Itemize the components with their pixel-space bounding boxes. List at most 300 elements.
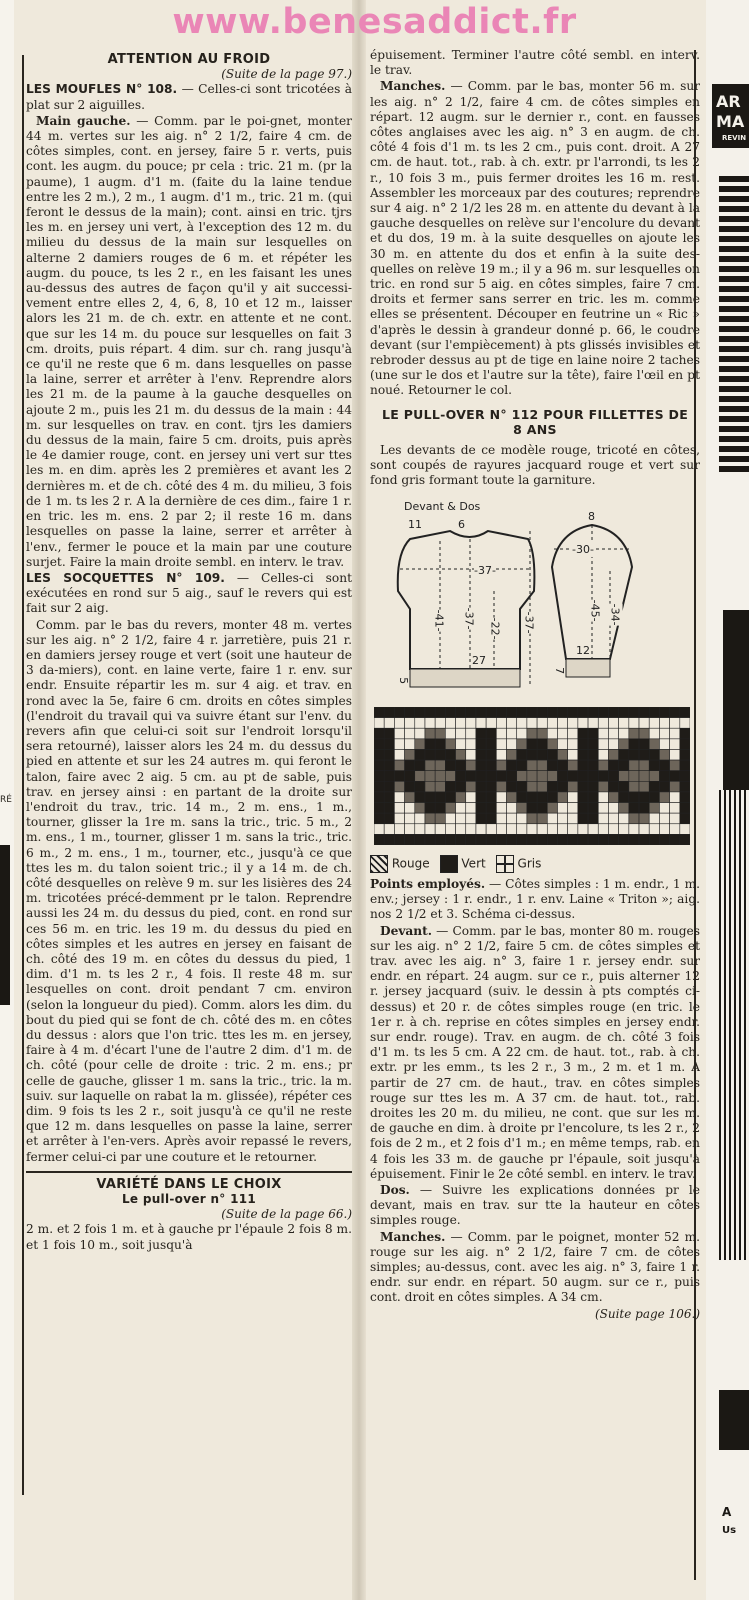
- legend-rouge-label: Rouge: [391, 856, 430, 871]
- chart-cell-gris: [598, 739, 608, 750]
- chart-cell-vert: [680, 834, 690, 845]
- chart-cell-vert: [588, 770, 598, 781]
- chart-cell-gris: [405, 802, 415, 813]
- chart-cell-rouge: [639, 813, 649, 824]
- chart-cell-gris: [537, 717, 547, 728]
- chart-cell-gris: [507, 728, 517, 739]
- chart-cell-vert: [619, 760, 629, 771]
- chart-cell-gris: [670, 717, 680, 728]
- chart-cell-gris: [568, 717, 578, 728]
- chart-cell-vert: [680, 760, 690, 771]
- chart-cell-rouge: [629, 781, 639, 792]
- diagram-n11: 11: [408, 517, 422, 531]
- left-margin-fragment: RÉ: [0, 795, 12, 805]
- chart-cell-gris: [394, 813, 404, 824]
- chart-cell-gris: [557, 739, 567, 750]
- chart-cell-vert: [394, 707, 404, 718]
- chart-cell-rouge: [517, 802, 527, 813]
- chart-cell-gris: [670, 739, 680, 750]
- pullover-111-text: 2 m. et 2 fois 1 m. et à gauche pr l'épaule 2 fois 8 m. et 1 fois 10 m., soit jusqu'à: [26, 1222, 352, 1252]
- chart-cell-vert: [415, 760, 425, 771]
- chart-cell-vert: [649, 781, 659, 792]
- chart-cell-gris: [384, 717, 394, 728]
- chart-cell-vert: [670, 707, 680, 718]
- chart-cell-vert: [374, 813, 384, 824]
- chart-cell-rouge: [435, 770, 445, 781]
- chart-cell-vert: [578, 813, 588, 824]
- chart-cell-gris: [466, 813, 476, 824]
- chart-cell-gris: [568, 802, 578, 813]
- chart-cell-vert: [435, 749, 445, 760]
- chart-cell-vert: [435, 834, 445, 845]
- chart-cell-vert: [578, 760, 588, 771]
- chart-cell-rouge: [394, 781, 404, 792]
- dos-label: Dos.: [380, 1182, 410, 1197]
- chart-cell-vert: [374, 739, 384, 750]
- chart-cell-rouge: [649, 739, 659, 750]
- chart-cell-vert: [629, 834, 639, 845]
- chart-cell-vert: [649, 792, 659, 803]
- diagram-n34: -34-: [608, 603, 622, 626]
- chart-cell-gris: [486, 823, 496, 834]
- chart-cell-vert: [486, 760, 496, 771]
- chart-cell-vert: [547, 781, 557, 792]
- chart-cell-vert: [527, 802, 537, 813]
- main-gauche-paragraph: [26, 114, 352, 570]
- chart-cell-gris: [578, 717, 588, 728]
- chart-cell-gris: [466, 728, 476, 739]
- chart-cell-vert: [619, 749, 629, 760]
- sleeve-rib-band: [566, 659, 610, 677]
- jacquard-chart: [374, 707, 690, 845]
- chart-cell-rouge: [425, 781, 435, 792]
- chart-cell-rouge: [527, 728, 537, 739]
- chart-cell-gris: [415, 728, 425, 739]
- chart-cell-vert: [445, 834, 455, 845]
- chart-cell-gris: [598, 792, 608, 803]
- chart-cell-vert: [496, 770, 506, 781]
- chart-cell-vert: [425, 834, 435, 845]
- chart-cell-gris: [598, 728, 608, 739]
- chart-cell-vert: [425, 749, 435, 760]
- chart-cell-gris: [445, 823, 455, 834]
- chart-cell-vert: [568, 707, 578, 718]
- chart-cell-vert: [680, 739, 690, 750]
- chart-cell-rouge: [527, 760, 537, 771]
- chart-cell-rouge: [557, 749, 567, 760]
- chart-cell-vert: [680, 813, 690, 824]
- chart-cell-vert: [456, 760, 466, 771]
- chart-cell-vert: [619, 834, 629, 845]
- gris-swatch: [496, 855, 514, 873]
- vert-swatch: [440, 855, 458, 873]
- chart-cell-vert: [425, 802, 435, 813]
- body-rib-band: [410, 669, 520, 687]
- chart-cell-vert: [445, 781, 455, 792]
- chart-cell-gris: [517, 823, 527, 834]
- chart-cell-vert: [588, 760, 598, 771]
- chart-cell-vert: [486, 813, 496, 824]
- diagram-n27: 27: [472, 653, 486, 667]
- chart-cell-vert: [384, 707, 394, 718]
- chart-cell-vert: [639, 802, 649, 813]
- chart-cell-vert: [649, 760, 659, 771]
- chart-cell-gris: [476, 717, 486, 728]
- chart-cell-rouge: [659, 792, 669, 803]
- chart-cell-rouge: [456, 749, 466, 760]
- chart-cell-gris: [384, 823, 394, 834]
- chart-cell-gris: [619, 717, 629, 728]
- chart-cell-vert: [537, 792, 547, 803]
- chart-cell-gris: [466, 823, 476, 834]
- sleeve-ribbing: [566, 659, 610, 677]
- chart-cell-gris: [405, 813, 415, 824]
- chart-cell-gris: [486, 717, 496, 728]
- diagram-n22: -22-: [488, 617, 502, 640]
- dos-paragraph: [370, 1183, 700, 1229]
- chart-cell-vert: [476, 813, 486, 824]
- legend-gris-label: Gris: [517, 856, 542, 871]
- chart-cell-gris: [456, 717, 466, 728]
- section-divider: [26, 1171, 352, 1173]
- chart-cell-gris: [405, 717, 415, 728]
- chart-cell-vert: [496, 834, 506, 845]
- chart-cell-gris: [527, 717, 537, 728]
- chart-cell-gris: [425, 823, 435, 834]
- chart-cell-gris: [598, 802, 608, 813]
- chart-cell-rouge: [639, 770, 649, 781]
- chart-cell-vert: [680, 792, 690, 803]
- chart-cell-gris: [649, 728, 659, 739]
- chart-cell-vert: [374, 792, 384, 803]
- chart-cell-vert: [517, 707, 527, 718]
- chart-cell-gris: [670, 792, 680, 803]
- chart-cell-vert: [680, 728, 690, 739]
- chart-cell-gris: [598, 813, 608, 824]
- diagram-n37c: -37-: [522, 611, 536, 634]
- chart-cell-vert: [537, 749, 547, 760]
- chart-cell-vert: [486, 792, 496, 803]
- chart-cell-gris: [670, 749, 680, 760]
- moufles-intro: — Celles-ci sont tricotées à plat sur 2 aiguilles.: [26, 82, 352, 112]
- chart-cell-gris: [466, 749, 476, 760]
- chart-cell-rouge: [425, 813, 435, 824]
- pullover-111-title: Le pull-over n° 111: [121, 1192, 257, 1207]
- chart-cell-gris: [476, 823, 486, 834]
- chart-cell-vert: [486, 707, 496, 718]
- chart-cell-vert: [568, 770, 578, 781]
- chart-cell-gris: [608, 823, 618, 834]
- chart-cell-vert: [415, 834, 425, 845]
- chart-cell-rouge: [527, 781, 537, 792]
- chart-cell-gris: [456, 802, 466, 813]
- chart-cell-vert: [680, 781, 690, 792]
- chart-cell-gris: [598, 749, 608, 760]
- chart-cell-gris: [568, 813, 578, 824]
- chart-cell-vert: [659, 834, 669, 845]
- chart-cell-vert: [405, 770, 415, 781]
- chart-cell-vert: [608, 834, 618, 845]
- points-label: Points employés.: [370, 876, 486, 891]
- chart-cell-gris: [517, 717, 527, 728]
- chart-cell-rouge: [547, 770, 557, 781]
- chart-cell-rouge: [507, 749, 517, 760]
- pullover-112-intro: Les devants de ce modèle rouge, tricoté en côtes, sont coupés de rayures jacquard rouge et vert sur fond gris formant toute la garniture.: [370, 443, 700, 488]
- chart-cell-vert: [547, 707, 557, 718]
- chart-cell-vert: [384, 760, 394, 771]
- chart-cell-gris: [435, 717, 445, 728]
- chart-cell-rouge: [466, 781, 476, 792]
- manches2-label: Manches.: [380, 1229, 446, 1244]
- right-ad-fragment-3: REVIN: [722, 134, 747, 142]
- chart-cell-gris: [445, 717, 455, 728]
- chart-cell-gris: [374, 823, 384, 834]
- chart-cell-rouge: [537, 770, 547, 781]
- chart-cell-gris: [394, 717, 404, 728]
- chart-cell-gris: [680, 823, 690, 834]
- chart-cell-gris: [496, 728, 506, 739]
- chart-cell-gris: [394, 802, 404, 813]
- chart-cell-gris: [659, 823, 669, 834]
- chart-cell-gris: [557, 813, 567, 824]
- chart-cell-vert: [476, 760, 486, 771]
- legend-vert: [440, 855, 486, 873]
- chart-cell-vert: [374, 749, 384, 760]
- right-ad-fragment-5: Us: [722, 1525, 737, 1536]
- left-edge-dark-block: [0, 845, 10, 1005]
- chart-cell-vert: [445, 749, 455, 760]
- chart-cell-vert: [384, 813, 394, 824]
- chart-cell-gris: [445, 813, 455, 824]
- manches-paragraph: [370, 79, 700, 398]
- chart-cell-vert: [456, 781, 466, 792]
- chart-cell-vert: [588, 707, 598, 718]
- chart-cell-vert: [588, 792, 598, 803]
- legend-gris: [496, 855, 542, 873]
- chart-cell-gris: [374, 717, 384, 728]
- chart-cell-rouge: [435, 728, 445, 739]
- chart-cell-vert: [486, 802, 496, 813]
- chart-cell-vert: [598, 770, 608, 781]
- chart-cell-rouge: [649, 770, 659, 781]
- chart-cell-vert: [374, 770, 384, 781]
- chart-cell-rouge: [670, 760, 680, 771]
- diagram-n30: -30-: [572, 542, 594, 556]
- chart-cell-gris: [517, 728, 527, 739]
- chart-cell-vert: [639, 749, 649, 760]
- chart-cell-vert: [557, 770, 567, 781]
- chart-cell-vert: [619, 792, 629, 803]
- chart-cell-gris: [608, 728, 618, 739]
- chart-cell-vert: [578, 707, 588, 718]
- chart-cell-vert: [507, 781, 517, 792]
- chart-cell-gris: [547, 813, 557, 824]
- chart-cell-gris: [496, 739, 506, 750]
- continued-note: (Suite de la page 97.): [221, 67, 352, 82]
- chart-cell-vert: [517, 792, 527, 803]
- chart-cell-vert: [557, 707, 567, 718]
- chart-cell-vert: [384, 749, 394, 760]
- body-ribbing: [410, 669, 520, 687]
- chart-cell-gris: [496, 802, 506, 813]
- chart-cell-vert: [394, 834, 404, 845]
- right-top-text: épuisement. Terminer l'autre côté sembl. en interv. le trav.: [370, 48, 700, 78]
- chart-cell-gris: [670, 823, 680, 834]
- chart-cell-vert: [466, 834, 476, 845]
- diagram-n5: 5: [397, 676, 411, 684]
- chart-cell-vert: [639, 707, 649, 718]
- chart-cell-vert: [384, 770, 394, 781]
- chart-cell-gris: [578, 823, 588, 834]
- chart-cell-vert: [456, 834, 466, 845]
- chart-cell-gris: [598, 717, 608, 728]
- chart-cell-rouge: [608, 792, 618, 803]
- chart-cell-gris: [557, 802, 567, 813]
- right-ad-block-low: [723, 610, 749, 810]
- chart-cell-vert: [557, 781, 567, 792]
- chart-cell-vert: [639, 792, 649, 803]
- chart-cell-vert: [517, 749, 527, 760]
- right-ad-fragment-4: A: [722, 1505, 732, 1519]
- chart-cell-vert: [435, 739, 445, 750]
- chart-cell-rouge: [456, 792, 466, 803]
- chart-cell-gris: [547, 728, 557, 739]
- chart-cell-gris: [557, 823, 567, 834]
- chart-cell-vert: [486, 834, 496, 845]
- chart-cell-gris: [629, 823, 639, 834]
- main-gauche-text: — Comm. par le poi-gnet, monter 44 m. vertes sur les aig. n° 2 1/2, faire 4 cm. de côtes simples, cont. en jersey, faire 5 r. verts, puis cont. les augm. du pouce; pr cela : tric. 21 m. (pr la paume), 1 augm. d'1 m. (faite du la laine tendue entre les 2 m.), 2 m., 1 augm. d'1 m., tric. 21 m. (qui feront le dessus de la main); cont. ainsi en tric. tjrs les m. en jersey uni vert, à l'exception des 12 m. du milieu du dessus de la main sur lesquelles on alterne 2 damiers rouges de 6 m. et répéter les augm. du pouce, ts les 2 r., en les faisant les unes au-dessus des autres de façon qu'il y ait successi-vement entre elles 2, 4, 6, 8, 10 et 12 m., laisser alors les 21 m. de ch. extr. en attente et ne cont. que sur les 14 m. du pouce sur lesquelles on fait 3 cm. droits, puis répart. 4 dim. sur ch. rang jusqu'à ce qu'il ne reste que 6 m. dans lesquelles on passe la laine, serrer et arrêter à l'env. Reprendre alors les 21 m. de la paume à la gauche desquelles on ajoute 2 m., puis les 21 m. du dessus de la main : 44 m. sur lesquelles on trav. en cont. tjrs les damiers du dessus de la main, faire 5 cm. droits, puis après le 4e damier rouge, cont. en jersey uni vert sur ttes les m. en dim. après les 2 premières et avant les 2 dernières m. et de ch. côté des 4 m. du milieu, 3 fois de 1 m. ts les 2 r. A la dernière de ces dim., faire 1 r. en tric. les m. ens. 2 par 2; il reste 16 m. dans lesquelles on passe la laine, serrer et arrêter à l'env., fermer le pouce et la main par une couture surjet. Faire la main droite sembl. en interv. le trav.: [26, 113, 352, 569]
- chart-cell-gris: [507, 802, 517, 813]
- right-ad-block-dots: [719, 790, 749, 1260]
- chart-cell-vert: [517, 781, 527, 792]
- chart-cell-vert: [405, 707, 415, 718]
- chart-cell-vert: [578, 834, 588, 845]
- chart-cell-rouge: [507, 792, 517, 803]
- pattern-schematics: [370, 491, 700, 703]
- chart-cell-vert: [608, 760, 618, 771]
- chart-cell-rouge: [517, 770, 527, 781]
- devant-paragraph: [370, 924, 700, 1182]
- chart-cell-vert: [537, 739, 547, 750]
- chart-cell-rouge: [425, 728, 435, 739]
- chart-cell-vert: [425, 792, 435, 803]
- devant-text: — Comm. par le bas, monter 80 m. rouges sur les aig. n° 2 1/2, faire 5 cm. de côtes simples et trav. avec les aig. n° 3, faire 1 r. jersey endr. sur endr. en répart. 24 augm. sur ce r., puis alterner 12 r. jersey jacquard (suiv. le dessin à pts comptés ci-dessus) et 20 r. de côtes simples rouge (en tric. le 1er r. à ch. reprise en côtes simples en jersey endr. sur endr. rouge). Trav. en augm. de ch. côté 3 fois d'1 m. ts les 5 cm. A 22 cm. de haut. tot., rab. à ch. extr. pr les emm., ts les 2 r., 3 m., 2 m. et 1 m. A partir de 27 cm. de haut., trav. en côtes simples rouge sur ttes les m. A 37 cm. de haut. tot., rab. droites les 20 m. du milieu, ne cont. que sur les m. de gauche en dim. à droite pr l'encolure, ts les 2 r., 2 fois de 2 m., et 2 fois d'1 m.; en même temps, rab. en 4 fois les 33 m. de gauche pr l'épaule, soit jusqu'à épuisement. Finir le 2e côté sembl. en interv. le trav.: [370, 923, 700, 1181]
- chart-cell-vert: [629, 792, 639, 803]
- chart-cell-vert: [507, 707, 517, 718]
- chart-cell-rouge: [435, 781, 445, 792]
- main-gauche-label: Main gauche.: [36, 113, 131, 128]
- chart-cell-rouge: [537, 760, 547, 771]
- chart-cell-vert: [629, 739, 639, 750]
- chart-cell-gris: [659, 717, 669, 728]
- chart-cell-rouge: [415, 739, 425, 750]
- legend-vert-label: Vert: [461, 856, 486, 871]
- chart-cell-gris: [517, 813, 527, 824]
- chart-cell-gris: [649, 717, 659, 728]
- chart-cell-vert: [517, 760, 527, 771]
- chart-cell-vert: [629, 802, 639, 813]
- chart-cell-gris: [415, 823, 425, 834]
- chart-cell-gris: [507, 823, 517, 834]
- chart-cell-gris: [445, 728, 455, 739]
- chart-cell-vert: [527, 739, 537, 750]
- chart-cell-vert: [680, 707, 690, 718]
- moufles-title: LES MOUFLES N° 108.: [26, 82, 178, 97]
- chart-cell-vert: [578, 749, 588, 760]
- chart-cell-rouge: [547, 802, 557, 813]
- chart-cell-rouge: [527, 813, 537, 824]
- chart-cell-gris: [466, 717, 476, 728]
- chart-cell-vert: [670, 770, 680, 781]
- chart-cell-gris: [527, 823, 537, 834]
- chart-cell-vert: [486, 770, 496, 781]
- chart-cell-gris: [466, 802, 476, 813]
- chart-cell-rouge: [568, 781, 578, 792]
- chart-cell-rouge: [435, 813, 445, 824]
- chart-cell-vert: [608, 770, 618, 781]
- chart-cell-vert: [659, 770, 669, 781]
- chart-cell-vert: [588, 728, 598, 739]
- chart-cell-vert: [374, 760, 384, 771]
- right-ad-fragment-1: AR: [716, 92, 741, 111]
- chart-cell-vert: [680, 802, 690, 813]
- chart-cell-gris: [557, 728, 567, 739]
- chart-cell-rouge: [659, 749, 669, 760]
- chart-cell-vert: [608, 781, 618, 792]
- watermark: www.benesaddict.fr: [172, 2, 577, 42]
- chart-cell-vert: [629, 707, 639, 718]
- chart-cell-vert: [588, 802, 598, 813]
- chart-cell-vert: [659, 781, 669, 792]
- chart-cell-gris: [608, 739, 618, 750]
- chart-cell-gris: [405, 728, 415, 739]
- socquettes-text: Comm. par le bas du revers, monter 48 m. vertes sur les aig. n° 2 1/2, faire 4 r. jarretière, puis 21 r. en damiers jersey rouge et vert (soit une hauteur de 3 da-miers), cont. en laine verte, faire 1 r. env. sur endr. Ensuite répartir les m. sur 4 aig. et trav. en rond avec la 5e, faire 6 cm. droits en côtes simples (l'endroit du travail qui va suivre étant sur l'env. du revers afin que celui-ci soit sur l'endroit lorsqu'il sera retourné), laisser alors les 24 m. du dessus du pied en attente et sur les 24 autres m. qui feront le talon, faire avec 2 aig. 5 cm. au pt de sable, puis trav. en jersey ainsi : en partant de la droite sur l'endroit du trav., tric. 14 m., 2 m. ens., 1 m., tourner, glisser la 1re m. sans la tric., tric. 5 m., 2 m. ens., 1 m., tourner, glisser 1 m. sans la tric., tric. 6 m., 2 m. ens., 1 m., tourner, etc., jusqu'à ce que ttes les m. du talon soient tric.; il y a 14 m. de ch. côté desquelles on relève 9 m. sur les lisières des 24 m. tricotées précé-demment pr le talon. Reprendre aussi les 24 m. du dessus du pied, cont. en rond sur ces 56 m. en tric. les 19 m. du dessus du pied en côtes simples et les autres en jersey en faisant de ch. côté des 19 m. en côtes du dessus du pied, 1 dim. d'1 m. ts les 2 r., 4 fois. Il reste 48 m. sur lesquelles on cont. droit pendant 7 cm. environ (selon la longueur du pied). Comm. alors les dim. du bout du pied qui se font de ch. côté des m. en côtes du dessus : alors que l'on tric. ttes les m. en jersey, faire à 4 m. d'écart l'une de l'autre 2 dim. d'1 m. de ch. côté (pour celle de droite : tric. 2 m. ens.; pr celle de gauche, glisser 1 m. sans la tric., tric. la m. suiv. sur laquelle on rabat la m. glissée), répéter ces dim. 9 fois ts les 2 r., soit jusqu'à ce qu'il ne reste que 12 m. dans lesquelles on passe la laine, serrer et arrêter à l'en-vers. Après avoir repassé le revers, fermer celui-ci par une couture et le retourner.: [26, 617, 352, 1164]
- chart-cell-vert: [547, 834, 557, 845]
- chart-cell-vert: [476, 792, 486, 803]
- chart-cell-rouge: [649, 802, 659, 813]
- chart-cell-vert: [456, 707, 466, 718]
- chart-cell-gris: [435, 823, 445, 834]
- chart-cell-rouge: [568, 760, 578, 771]
- chart-cell-gris: [568, 728, 578, 739]
- chart-cell-rouge: [670, 781, 680, 792]
- chart-cell-vert: [578, 739, 588, 750]
- chart-cell-gris: [547, 717, 557, 728]
- chart-cell-gris: [496, 823, 506, 834]
- section-heading: ATTENTION AU FROID: [107, 52, 271, 67]
- chart-cell-vert: [476, 728, 486, 739]
- chart-cell-vert: [547, 760, 557, 771]
- dos-text: — Suivre les explications données pr le devant, mais en trav. sur tte la hauteur en côtes simples rouge.: [370, 1182, 700, 1228]
- chart-cell-vert: [374, 802, 384, 813]
- chart-cell-vert: [527, 834, 537, 845]
- chart-cell-vert: [384, 792, 394, 803]
- chart-cell-rouge: [435, 760, 445, 771]
- diagram-label-front-back: Devant & Dos: [404, 499, 481, 513]
- right-ad-block-bottom: [719, 1390, 749, 1450]
- chart-cell-vert: [456, 770, 466, 781]
- chart-cell-rouge: [547, 739, 557, 750]
- chart-cell-vert: [680, 749, 690, 760]
- chart-cell-vert: [639, 834, 649, 845]
- left-column-rule: [22, 55, 24, 1495]
- chart-cell-vert: [435, 707, 445, 718]
- chart-cell-vert: [405, 781, 415, 792]
- chart-cell-gris: [619, 813, 629, 824]
- chart-cell-gris: [588, 823, 598, 834]
- chart-cell-vert: [659, 760, 669, 771]
- pullover-112-title: LE PULL-OVER N° 112 POUR FILLETTES DE 8 ANS: [381, 406, 689, 437]
